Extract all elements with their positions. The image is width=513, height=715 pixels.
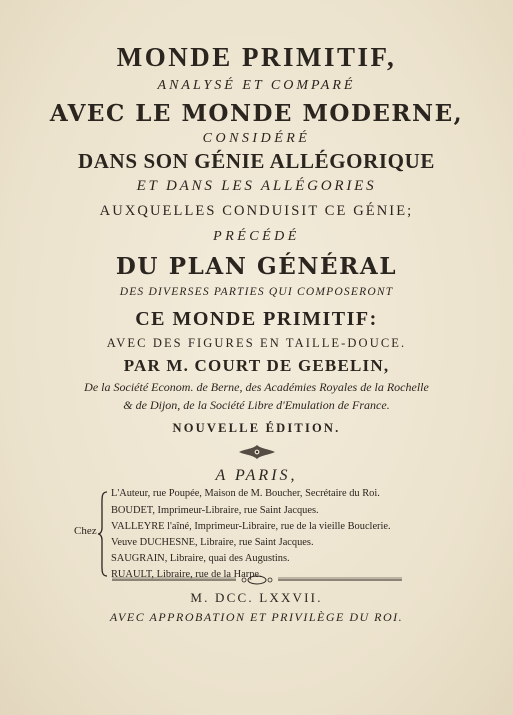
author-line: PAR M. COURT DE GEBELIN, [123,356,390,375]
publisher-brace [97,490,109,578]
decorative-rule [108,575,406,585]
privilege-line: AVEC APPROBATION ET PRIVILÈGE DU ROI. [109,610,404,624]
imprint-chez-label: Chez [74,525,97,537]
publisher-line: VALLEYRE l'aîné, Imprimeur-Libraire, rue de la vieille Bouclerie. [111,521,391,532]
subtitle-analyse: ANALYSÉ ET COMPARÉ [157,78,356,93]
edition-note: NOUVELLE ÉDITION. [172,421,341,435]
publisher-line: Veuve DUCHESNE, Libraire, rue Saint Jacques. [111,537,314,548]
subtitle-auxquelles: AUXQUELLES CONDUISIT CE GÉNIE; [99,203,414,219]
publisher-line: L'Auteur, rue Poupée, Maison de M. Boucher, Secrétaire du Roi. [111,488,380,499]
publisher-line: SAUGRAIN, Libraire, quai des Augustins. [111,553,290,564]
imprint-city: A PARIS, [215,467,298,484]
subtitle-precede: PRÉCÉDÉ [213,229,300,244]
subtitle-diverses-parties: DES DIVERSES PARTIES QUI COMPOSERONT [119,286,394,298]
subtitle-allegories: ET DANS LES ALLÉGORIES [136,178,377,194]
main-title: MONDE PRIMITIF, [116,42,397,72]
subtitle-monde-moderne: AVEC LE MONDE MODERNE, [49,100,464,127]
subtitle-genie-allegorique: DANS SON GÉNIE ALLÉGORIQUE [78,149,435,173]
subtitle-figures: AVEC DES FIGURES EN TAILLE-DOUCE. [106,336,407,350]
fleuron-ornament [235,443,279,461]
publisher-line: RUAULT, Libraire, rue de la Harpe. [111,569,262,580]
subtitle-plan-general: DU PLAN GÉNÉRAL [115,253,398,280]
author-affiliation-2: & de Dijon, de la Société Libre d'Emulation de France. [123,398,390,412]
publication-date: M. DCC. LXXVII. [190,590,323,605]
publisher-line: BOUDET, Imprimeur-Libraire, rue Saint Jacques. [111,505,319,516]
author-affiliation-1: De la Société Econom. de Berne, des Académies Royales de la Rochelle [84,380,429,394]
subtitle-considere: CONSIDÉRÉ [202,131,311,146]
subtitle-ce-monde-primitif: CE MONDE PRIMITIF: [135,308,378,330]
